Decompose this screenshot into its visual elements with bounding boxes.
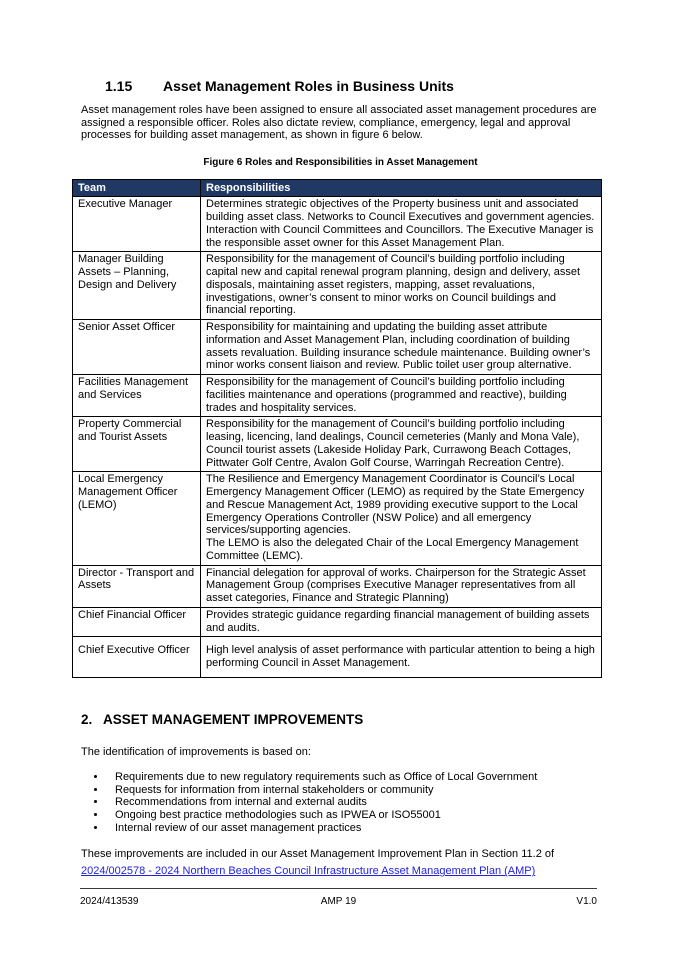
section-2-heading	[81, 712, 600, 728]
responsibility-paragraph: Responsibility for the management of Council’s building portfolio including capital new and capital renewal program planning, design and delivery, asset disposals, maintaining asset registers, mapping, asset revaluations, investigations, owner’s consent to minor works on Council buildings and financial reporting.	[206, 253, 581, 317]
table-row	[73, 320, 602, 375]
roles-table-body	[73, 197, 602, 678]
responsibilities-cell	[201, 252, 602, 320]
footer-divider	[80, 888, 597, 889]
responsibility-paragraph: The LEMO is also the delegated Chair of the Local Emergency Management Committee (LEMC).	[206, 537, 579, 562]
heading-title: Asset Management Roles in Business Units	[163, 78, 454, 94]
table-row	[73, 565, 602, 607]
responsibilities-cell	[201, 417, 602, 472]
footer-page-number: AMP 19	[320, 896, 357, 908]
table-row	[73, 375, 602, 417]
table-row	[73, 197, 602, 252]
table-header-team: Team	[73, 179, 201, 197]
team-cell: Executive Manager	[73, 197, 201, 252]
figure-caption: Figure 6 Roles and Responsibilities in Asset Management	[203, 157, 478, 169]
table-row	[73, 417, 602, 472]
heading-number: 1.15	[105, 78, 133, 94]
responsibilities-cell	[201, 637, 602, 678]
list-item: • Recommendations from internal and external audits	[107, 796, 600, 809]
responsibilities-cell	[201, 320, 602, 375]
team-cell: Chief Executive Officer	[73, 637, 201, 678]
responsibility-paragraph: Responsibility for maintaining and updating the building asset attribute information and Asset Management Plan, including coordination of building assets revaluation. Building insurance schedule maintenance. Building owner’s minor works consent liaison and review. Public toilet user group alternative.	[206, 321, 591, 372]
footer-document-number: 2024/413539	[80, 896, 139, 908]
roles-responsibilities-table	[72, 179, 602, 678]
team-cell: Local Emergency Management Officer (LEMO)	[73, 472, 201, 565]
improvements-bullet-list	[81, 771, 600, 835]
improvements-intro: The identification of improvements is based on:	[81, 746, 311, 759]
responsibility-paragraph: Responsibility for the management of Council’s building portfolio including facilities maintenance and operations (programmed and reactive), building trades and hospitality services.	[206, 376, 567, 414]
responsibility-paragraph: The Resilience and Emergency Management Coordinator is Council’s Local Emergency Management Officer (LEMO) as required by the State Emergency and Rescue Management Act, 1989 providing executive support to the Local Emergency Operations Controller (NSW Police) and all emergency services/supporting agencies.	[206, 473, 585, 537]
table-row	[73, 637, 602, 678]
closing-paragraph: These improvements are included in our Asset Management Improvement Plan in Section 11.2 of	[81, 847, 555, 860]
responsibilities-cell	[201, 565, 602, 607]
footer-row	[80, 896, 597, 908]
page-footer	[80, 888, 597, 908]
responsibilities-cell	[201, 472, 602, 565]
team-cell: Chief Financial Officer	[73, 607, 201, 637]
section-1-15-heading	[105, 78, 600, 95]
team-cell: Director - Transport and Assets	[73, 565, 201, 607]
heading-title: ASSET MANAGEMENT IMPROVEMENTS	[103, 711, 364, 727]
intro-paragraph: Asset management roles have been assigned to ensure all associated asset management procedures are assigned a responsible officer. Roles also dictate review, compliance, emergency, legal and approval processes for building asset management, as shown in figure 6 below.	[81, 103, 597, 142]
list-item: • Internal review of our asset management practices	[107, 822, 600, 835]
responsibility-paragraph: Determines strategic objectives of the Property business unit and associated building asset class. Networks to Council Executives and government agencies. Interaction with Council Committees and Councillors. The Executive Manager is the responsible asset owner for this Asset Management Plan.	[206, 198, 595, 249]
heading-number: 2.	[81, 711, 93, 727]
team-cell: Facilities Management and Services	[73, 375, 201, 417]
responsibilities-cell	[201, 607, 602, 637]
team-cell: Senior Asset Officer	[73, 320, 201, 375]
table-header-row	[73, 179, 602, 197]
team-cell: Manager Building Assets – Planning, Design and Delivery	[73, 252, 201, 320]
list-item: • Ongoing best practice methodologies such as IPWEA or ISO55001	[107, 809, 600, 822]
responsibility-paragraph: High level analysis of asset performance with particular attention to being a high performing Council in Asset Management.	[206, 644, 595, 670]
responsibility-paragraph: Provides strategic guidance regarding financial management of building assets and audits.	[206, 608, 590, 634]
list-item: • Requests for information from internal stakeholders or community	[107, 784, 600, 797]
table-row	[73, 252, 602, 320]
list-item: • Requirements due to new regulatory requirements such as Office of Local Government	[107, 771, 600, 784]
responsibility-paragraph: Financial delegation for approval of works. Chairperson for the Strategic Asset Management Group (comprises Executive Manager representatives from all asset categories, Finance and Strategic Planning)	[206, 566, 586, 605]
table-row	[73, 607, 602, 637]
team-cell: Property Commercial and Tourist Assets	[73, 417, 201, 472]
responsibilities-cell	[201, 197, 602, 252]
table-header-responsibilities: Responsibilities	[201, 179, 602, 197]
table-row	[73, 472, 602, 565]
responsibility-paragraph: Responsibility for the management of Council’s building portfolio including leasing, licencing, land dealings, Council cemeteries (Manly and Mona Vale), Council tourist assets (Lakeside Holiday Park, Currawong Beach Cottages, Pittwater Golf Centre, Avalon Golf Course, Warringah Recreation Centre).	[206, 418, 580, 469]
footer-version: V1.0	[576, 896, 597, 908]
amp-document-link[interactable]: 2024/002578 - 2024 Northern Beaches Council Infrastructure Asset Management Plan (AMP)	[81, 865, 536, 878]
responsibilities-cell	[201, 375, 602, 417]
